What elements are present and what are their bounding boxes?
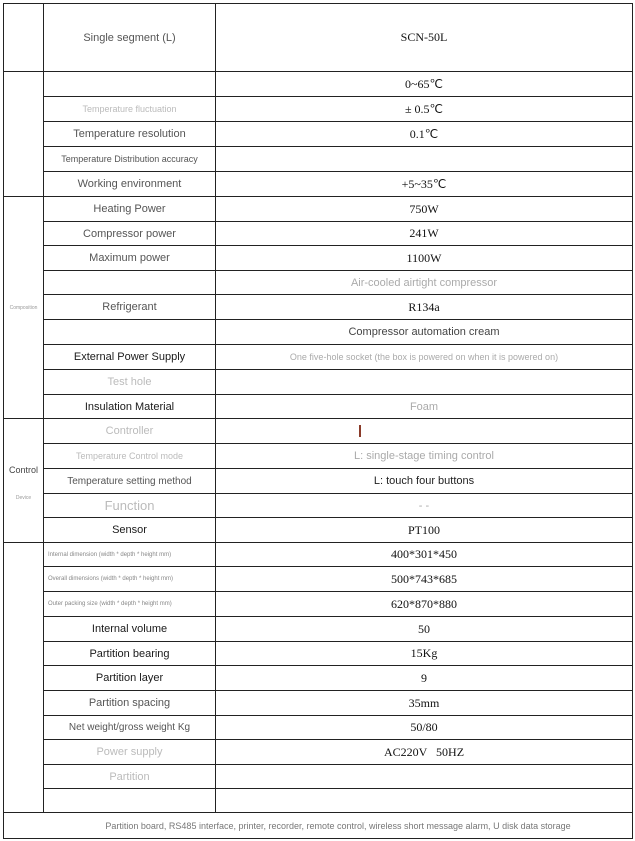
row-label: Function <box>104 498 155 513</box>
row-value: 50 <box>418 621 430 636</box>
row-label: Partition bearing <box>89 647 170 660</box>
row-value <box>216 765 632 788</box>
table-border-right <box>632 3 633 838</box>
row-value: 9 <box>421 670 427 685</box>
row-value <box>216 419 632 443</box>
row-label: Refrigerant <box>102 301 157 313</box>
row-value: 0~65℃ <box>405 76 443 91</box>
row-label: Internal dimension (width * depth * height mm) <box>48 551 172 558</box>
row-value: L: single-stage timing control <box>353 450 494 462</box>
row-value: 50/80 <box>410 720 438 734</box>
model-name: SCN-50L <box>400 30 448 44</box>
row-label <box>44 72 215 96</box>
header-label: Single segment (L) <box>83 31 176 44</box>
row-value: 35mm <box>408 695 440 710</box>
spec-table <box>3 3 633 841</box>
row-label: Temperature setting method <box>67 475 192 487</box>
row-label: Partition layer <box>95 672 164 684</box>
row-label: Working environment <box>77 178 182 190</box>
group-label-device: Device <box>15 495 32 501</box>
row-value: Compressor automation cream <box>348 326 500 338</box>
row-value: R134a <box>408 299 440 314</box>
row-value: Foam <box>409 400 439 413</box>
options-footer: Partition board, RS485 interface, printer, recorder, remote control, wireless short message alarm, U disk data storage <box>105 820 571 831</box>
row-value <box>216 147 632 171</box>
row-label: Temperature resolution <box>73 128 186 140</box>
row-value: 241W <box>409 226 439 240</box>
row-value: 620*870*880 <box>391 596 457 611</box>
cursor-mark <box>359 425 361 437</box>
row-value: 750W <box>409 201 439 216</box>
row-label: Internal volume <box>91 623 168 635</box>
row-label: Temperature fluctuation <box>82 104 177 114</box>
row-label: Outer packing size (width * depth * height mm) <box>48 601 172 607</box>
row-value <box>216 370 632 394</box>
row-value: 500*743*685 <box>391 571 457 586</box>
row-label: Overall dimensions (width * depth * height mm) <box>48 576 174 582</box>
row-label: Controller <box>105 425 154 437</box>
row-value: +5~35℃ <box>401 176 447 191</box>
row-label: Sensor <box>112 524 147 536</box>
row-value: Air-cooled airtight compressor <box>350 276 498 289</box>
row-label: Maximum power <box>89 252 170 264</box>
row-label: Partition spacing <box>88 697 171 709</box>
row-value: 0.1℃ <box>409 126 439 141</box>
row-value: 1100W <box>406 250 442 265</box>
row-label: Test hole <box>107 376 152 388</box>
row-value: One five-hole socket (the box is powered on when it is powered on) <box>289 352 559 362</box>
row-label: Compressor power <box>83 227 176 240</box>
table-border-left <box>3 3 4 838</box>
table-border-bottom <box>3 838 633 839</box>
row-value: - - <box>418 499 430 512</box>
row-value: AC220V 50HZ <box>383 744 465 759</box>
group-label-composition: Composition <box>9 304 38 311</box>
row-label <box>44 789 215 812</box>
row-value: 400*301*450 <box>391 547 457 561</box>
row-value <box>216 789 632 812</box>
group-label-control: Control <box>8 465 38 475</box>
row-label: Insulation Material <box>84 400 175 413</box>
row-label: External Power Supply <box>73 351 186 363</box>
row-label: Temperature Control mode <box>75 451 184 461</box>
row-value: L: touch four buttons <box>373 475 475 487</box>
row-label: Temperature Distribution accuracy <box>61 154 198 164</box>
row-value: ± 0.5℃ <box>404 101 444 116</box>
row-value: PT100 <box>407 522 440 537</box>
row-label: Net weight/gross weight Kg <box>68 722 191 733</box>
row-label <box>44 271 215 294</box>
row-label <box>44 320 215 344</box>
row-label: Partition <box>109 770 150 783</box>
row-value: 15Kg <box>410 646 438 660</box>
row-label: Heating Power <box>93 203 166 215</box>
row-label: Power supply <box>96 746 163 758</box>
